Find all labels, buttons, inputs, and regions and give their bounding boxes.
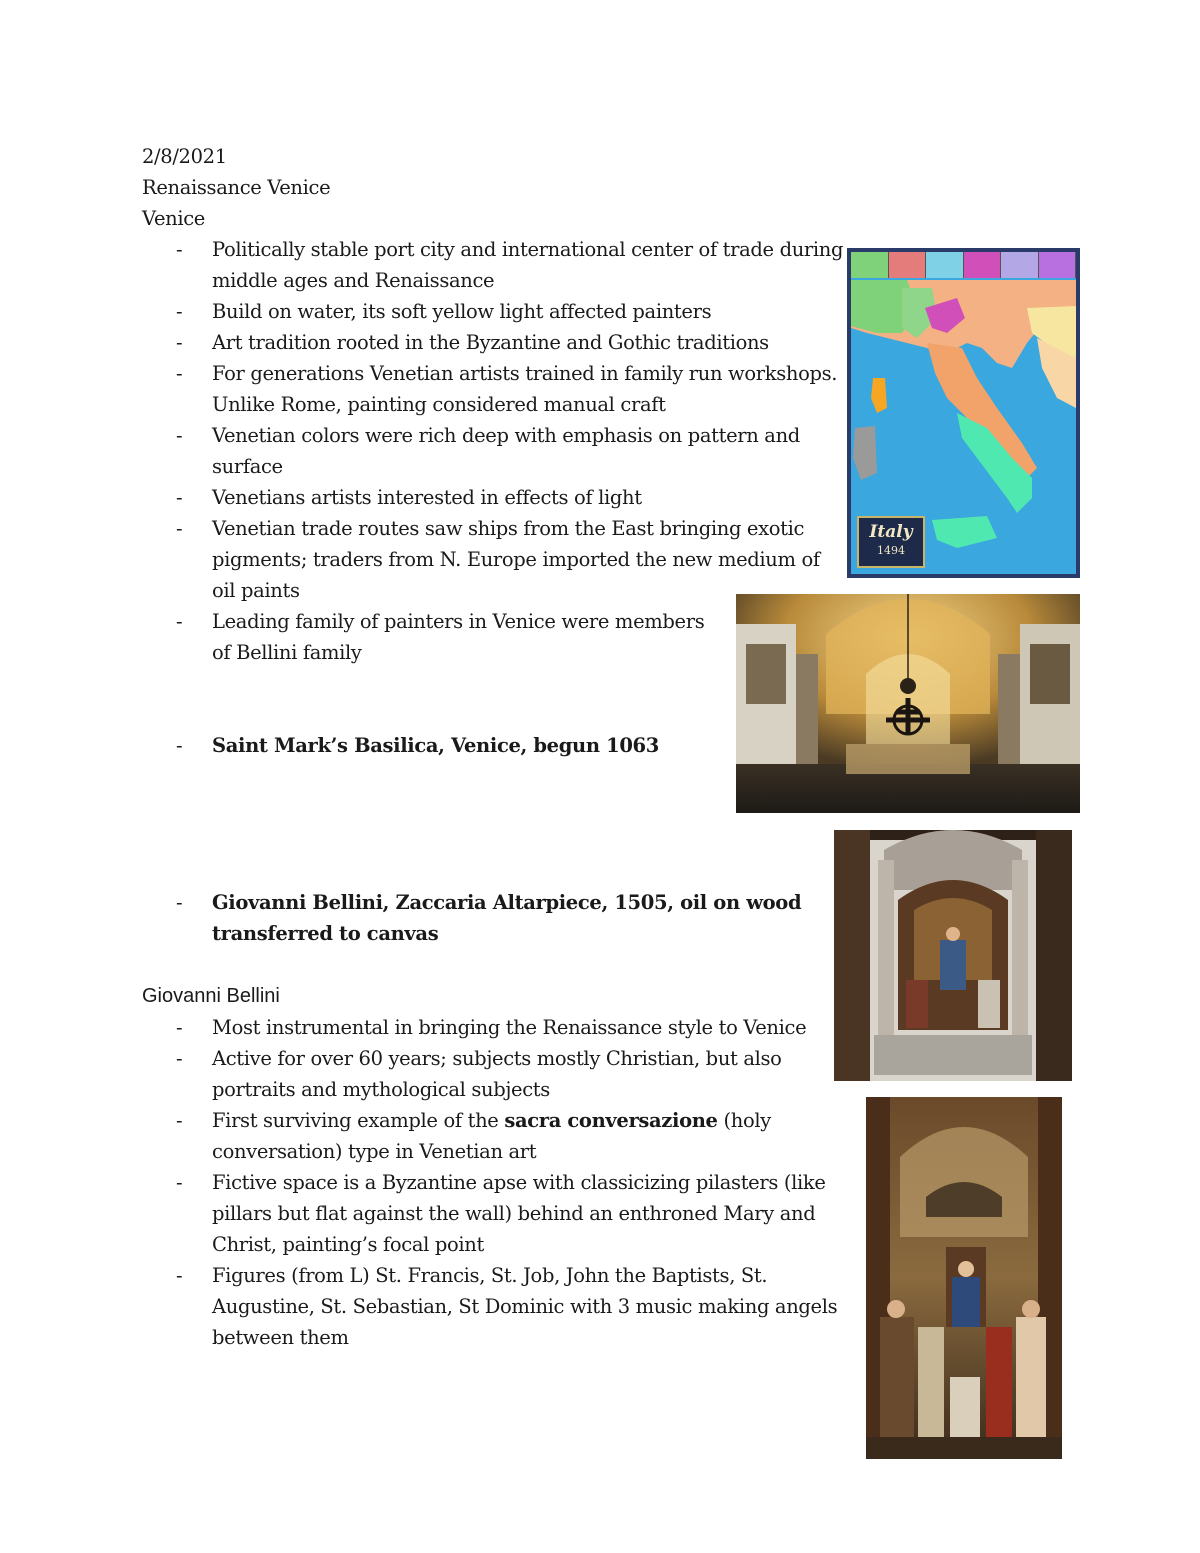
bullet-marker: - <box>176 891 183 914</box>
bullet-marker: - <box>176 1047 183 1070</box>
bullet-text: between them <box>212 1326 349 1349</box>
basilica-interior-picture <box>736 594 1080 813</box>
bullet-marker: - <box>176 424 183 447</box>
bullet-marker: - <box>176 331 183 354</box>
painting-zaccaria-altarpiece <box>866 1097 1062 1459</box>
bullet-text: Venetian trade routes saw ships from the East bringing exotic <box>212 517 805 540</box>
bullet-text: surface <box>212 455 283 478</box>
altarpiece-frame-picture <box>834 830 1072 1081</box>
bullet-text-part: (holy <box>717 1109 771 1132</box>
bullet-text-part: First surviving example of the <box>212 1109 505 1132</box>
date: 2/8/2021 <box>142 145 227 168</box>
map-title: Italy <box>869 522 913 542</box>
bullet-marker: - <box>176 362 183 385</box>
bullet-text: Most instrumental in bringing the Renaissance style to Venice <box>212 1016 807 1039</box>
caption-zaccaria-altarpiece: transferred to canvas <box>212 922 439 945</box>
map-year: 1494 <box>877 544 905 557</box>
bullet-text: Active for over 60 years; subjects mostly Christian, but also <box>212 1047 782 1070</box>
bullet-text: middle ages and Renaissance <box>212 269 495 292</box>
bullet-text: Venetian colors were rich deep with emphasis on pattern and <box>212 424 800 447</box>
bullet-text: pillars but flat against the wall) behind an enthroned Mary and <box>212 1202 816 1225</box>
bullet-text: Politically stable port city and international center of trade during <box>212 238 844 261</box>
bullet-text: Augustine, St. Sebastian, St Dominic with 3 music making angels <box>212 1295 838 1318</box>
bullet-text: oil paints <box>212 579 300 602</box>
bullet-marker: - <box>176 1171 183 1194</box>
bullet-text: Figures (from L) St. Francis, St. Job, John the Baptists, St. <box>212 1264 768 1287</box>
photo-zaccaria-altarpiece-in-situ <box>834 830 1072 1081</box>
photo-saint-marks-basilica <box>736 594 1080 813</box>
bullet-text: portraits and mythological subjects <box>212 1078 550 1101</box>
bullet-marker: - <box>176 300 183 323</box>
map-title-badge <box>857 516 925 568</box>
bullet-marker: - <box>176 1264 183 1287</box>
bullet-text: Fictive space is a Byzantine apse with classicizing pilasters (like <box>212 1171 826 1194</box>
bullet-marker: - <box>176 1109 183 1132</box>
map-of-italy-1494 <box>847 248 1080 578</box>
bullet-text <box>212 1105 771 1136</box>
bullet-text: For generations Venetian artists trained in family run workshops. <box>212 362 838 385</box>
bullet-marker: - <box>176 517 183 540</box>
bullet-marker: - <box>176 238 183 261</box>
bullet-marker: - <box>176 1016 183 1039</box>
bullet-marker: - <box>176 734 183 757</box>
section-heading-venice: Venice <box>142 207 205 230</box>
bullet-text: Art tradition rooted in the Byzantine and Gothic traditions <box>212 331 769 354</box>
altarpiece-painting-picture <box>866 1097 1062 1459</box>
document-title: Renaissance Venice <box>142 176 331 199</box>
bullet-text: Unlike Rome, painting considered manual craft <box>212 393 666 416</box>
bullet-text: of Bellini family <box>212 641 362 664</box>
caption-zaccaria-altarpiece: Giovanni Bellini, Zaccaria Altarpiece, 1505, oil on wood <box>212 891 802 914</box>
bullet-text: Leading family of painters in Venice were members <box>212 610 705 633</box>
bullet-marker: - <box>176 486 183 509</box>
bullet-text: Build on water, its soft yellow light affected painters <box>212 300 712 323</box>
section-heading-bellini: Giovanni Bellini <box>142 985 280 1007</box>
bullet-text: Venetians artists interested in effects of light <box>212 486 642 509</box>
term-sacra-conversazione: sacra conversazione <box>504 1109 718 1132</box>
bullet-text: conversation) type in Venetian art <box>212 1140 537 1163</box>
bullet-text: Christ, painting’s focal point <box>212 1233 484 1256</box>
caption-saint-marks: Saint Mark’s Basilica, Venice, begun 1063 <box>212 734 659 757</box>
bullet-marker: - <box>176 610 183 633</box>
bullet-text: pigments; traders from N. Europe imported the new medium of <box>212 548 820 571</box>
